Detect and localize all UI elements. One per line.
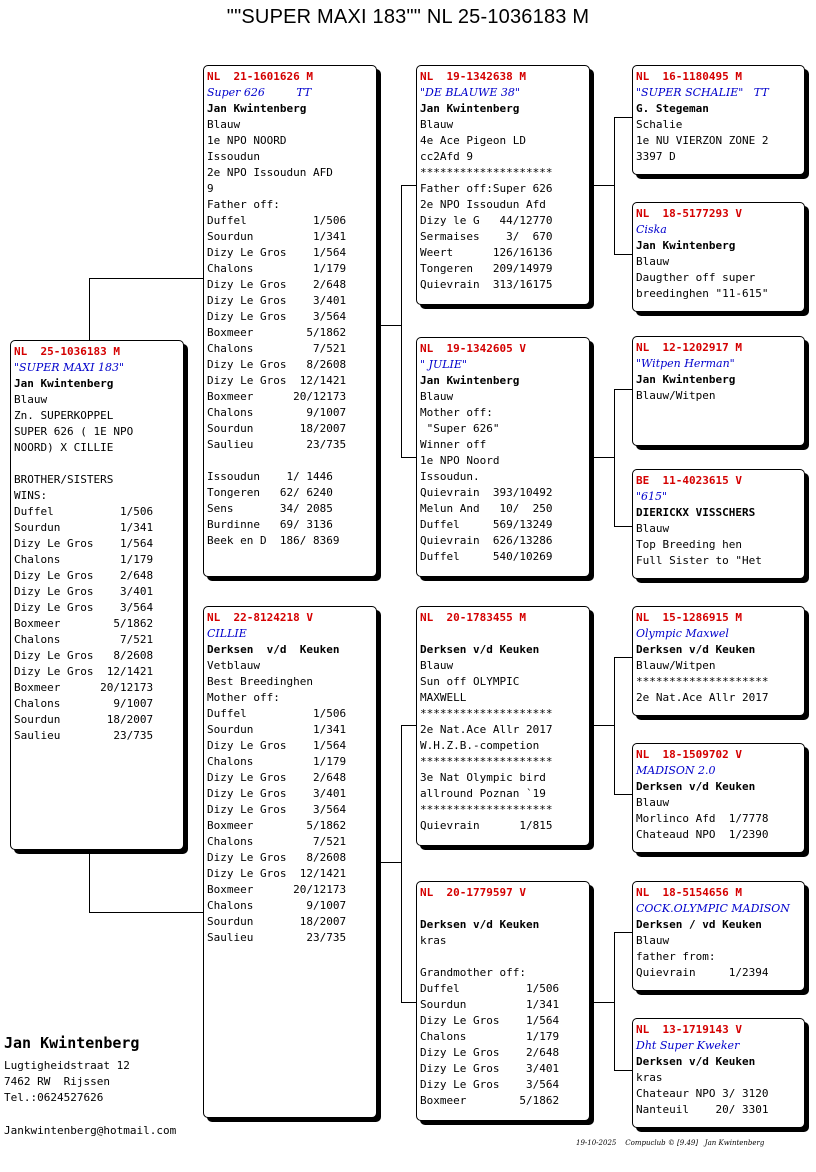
info-line: Sun off OLYMPIC	[420, 675, 520, 688]
connector-line	[590, 185, 614, 186]
info-line: Dizy Le Gros 3/564	[207, 310, 347, 323]
owner-name: Derksen / vd Keuken	[636, 918, 762, 931]
info-line: Blauw	[420, 390, 454, 403]
info-line: Boxmeer 20/12173	[14, 681, 154, 694]
info-line: SUPER 626 ( 1E NPO	[14, 425, 134, 438]
info-line: "Super 626"	[420, 422, 500, 435]
breeder-email[interactable]: Jankwintenberg@hotmail.com	[4, 1124, 177, 1137]
info-line: Dizy Le Gros 3/401	[420, 1062, 560, 1075]
ring-number: NL 21-1601626 M	[207, 70, 313, 83]
info-line: Dizy Le Gros 3/564	[420, 1078, 560, 1091]
owner-name: G. Stegeman	[636, 102, 709, 115]
info-line: Dizy Le Gros 1/564	[14, 537, 154, 550]
info-line: Dizy Le Gros 12/1421	[14, 665, 154, 678]
info-line: Dizy Le Gros 2/648	[420, 1046, 560, 1059]
info-line: BROTHER/SISTERS	[14, 473, 114, 486]
info-line: Zn. SUPERKOPPEL	[14, 409, 114, 422]
info-line: Weert 126/16136	[420, 246, 553, 259]
connector-line	[614, 932, 615, 1070]
info-line: Chalons 9/1007	[14, 697, 154, 710]
info-line: Dizy Le Gros 1/564	[207, 739, 347, 752]
ring-number: NL 18-5154656 M	[636, 886, 742, 899]
info-line: cc2Afd 9	[420, 150, 473, 163]
pigeon-name: Dht Super Kweker	[636, 1039, 740, 1052]
connector-line	[614, 117, 632, 118]
info-line: W.H.Z.B.-competion	[420, 739, 540, 752]
owner-name: Jan Kwintenberg	[207, 102, 307, 115]
info-line: Duffel 1/506	[207, 214, 347, 227]
info-line: Sourdun 18/2007	[14, 713, 154, 726]
info-line: Quievrain 1/815	[420, 819, 553, 832]
info-line: Daugther off super	[636, 271, 756, 284]
info-line: ********************	[636, 675, 769, 688]
connector-line	[614, 932, 632, 933]
ring-number: NL 15-1286915 M	[636, 611, 742, 624]
info-line: MAXWELL	[420, 691, 467, 704]
connector-line	[614, 117, 615, 254]
info-line: kras	[420, 934, 447, 947]
info-line: Sourdun 1/341	[207, 230, 347, 243]
info-line: Chalons 9/1007	[207, 406, 347, 419]
pigeon-card-dam-sire-dam	[632, 743, 805, 853]
info-line: 1e NPO NOORD	[207, 134, 287, 147]
info-line: Top Breeding hen	[636, 538, 742, 551]
info-line: Quievrain 313/16175	[420, 278, 553, 291]
info-line: Dizy le G 44/12770	[420, 214, 553, 227]
owner-name: Derksen v/d Keuken	[636, 643, 756, 656]
info-line: Blauw	[636, 796, 670, 809]
connector-line	[614, 657, 632, 658]
info-line: Mother off:	[207, 691, 280, 704]
info-line: allround Poznan `19	[420, 787, 546, 800]
connector-line	[590, 725, 614, 726]
info-line: Sourdun 18/2007	[207, 915, 347, 928]
info-line: 3e Nat Olympic bird	[420, 771, 546, 784]
ring-number: NL 25-1036183 M	[14, 345, 120, 358]
connector-line	[614, 657, 615, 794]
info-line: Dizy Le Gros 2/648	[14, 569, 154, 582]
pigeon-name: CILLIE	[207, 627, 247, 640]
info-line: Father off:	[207, 198, 280, 211]
info-line: Dizy Le Gros 3/401	[207, 294, 347, 307]
info-line: Dizy Le Gros 1/564	[420, 1014, 560, 1027]
info-line: Dizy Le Gros 12/1421	[207, 867, 347, 880]
connector-line	[590, 1002, 614, 1003]
pigeon-name	[420, 626, 586, 642]
ring-number: NL 19-1342605 V	[420, 342, 526, 355]
ring-number: NL 18-5177293 V	[636, 207, 742, 220]
info-line: Issoudun.	[420, 470, 480, 483]
connector-line	[614, 389, 632, 390]
owner-name: Jan Kwintenberg	[636, 373, 736, 386]
ring-number: NL 20-1783455 M	[420, 611, 526, 624]
ring-number: NL 19-1342638 M	[420, 70, 526, 83]
info-line: Vetblauw	[207, 659, 260, 672]
info-line: 3397 D	[636, 150, 676, 163]
info-line: Quievrain 393/10492	[420, 486, 553, 499]
breeder-city: 7462 RW Rijssen	[4, 1075, 110, 1088]
owner-name: Derksen v/d Keuken	[420, 643, 540, 656]
info-line: Saulieu 23/735	[207, 931, 347, 944]
info-line: Chalons 1/179	[420, 1030, 560, 1043]
ring-number: NL 20-1779597 V	[420, 886, 526, 899]
info-line: Burdinne 69/ 3136	[207, 518, 333, 531]
pigeon-card-dam-dam-dam	[632, 1018, 805, 1128]
pigeon-name: Ciska	[636, 223, 667, 236]
info-line: Duffel 1/506	[207, 707, 347, 720]
info-line: Chalons 7/521	[207, 835, 347, 848]
info-line: Chalons 1/179	[207, 262, 347, 275]
info-line: Nanteuil 20/ 3301	[636, 1103, 769, 1116]
info-line: Best Breedinghen	[207, 675, 313, 688]
info-line: Chalons 1/179	[14, 553, 154, 566]
owner-name: Derksen v/d Keuken	[636, 1055, 756, 1068]
pigeon-card-sire-sire-sire	[632, 65, 805, 175]
info-line: Father off:Super 626	[420, 182, 553, 195]
owner-name: Derksen v/d Keuken	[207, 643, 340, 656]
pigeon-name	[420, 901, 586, 917]
info-line: Mother off:	[420, 406, 493, 419]
footer-credit: 19-10-2025 Compuclub © [9.49] Jan Kwintenberg	[576, 1139, 765, 1147]
info-line: ********************	[420, 803, 553, 816]
info-line: Winner off	[420, 438, 487, 451]
info-line: Sens 34/ 2085	[207, 502, 333, 515]
info-line: Dizy Le Gros 3/401	[14, 585, 154, 598]
connector-line	[377, 325, 401, 326]
pigeon-card-sire-sire	[416, 65, 590, 305]
connector-line	[89, 278, 90, 340]
pigeon-card-dam-sire	[416, 606, 590, 846]
connector-line	[89, 912, 205, 913]
pigeon-card-sire-dam	[416, 337, 590, 577]
info-line: Chateaur NPO 3/ 3120	[636, 1087, 769, 1100]
info-line: Dizy Le Gros 8/2608	[207, 851, 347, 864]
info-line: Dizy Le Gros 2/648	[207, 771, 347, 784]
info-line: Blauw	[14, 393, 48, 406]
info-line: Duffel 569/13249	[420, 518, 553, 531]
owner-name: Jan Kwintenberg	[636, 239, 736, 252]
info-line: 9	[207, 182, 214, 195]
info-line: Blauw	[636, 522, 670, 535]
info-line	[207, 453, 373, 469]
breeder-name: Jan Kwintenberg	[4, 1034, 140, 1052]
owner-name: DIERICKX VISSCHERS	[636, 506, 756, 519]
info-line: Issoudun	[207, 150, 260, 163]
info-line: 4e Ace Pigeon LD	[420, 134, 526, 147]
info-line: Chalons 1/179	[207, 755, 347, 768]
pigeon-name: "SUPER MAXI 183"	[14, 361, 125, 374]
info-line: Dizy Le Gros 12/1421	[207, 374, 347, 387]
info-line: Tongeren 62/ 6240	[207, 486, 333, 499]
info-line: Blauw	[420, 118, 454, 131]
pigeon-card-sire	[203, 65, 377, 577]
pigeon-card-dam-dam	[416, 881, 590, 1121]
breeder-street: Lugtigheidstraat 12	[4, 1059, 130, 1072]
ring-number: BE 11-4023615 V	[636, 474, 742, 487]
info-line: Blauw/Witpen	[636, 389, 716, 402]
connector-line	[89, 278, 205, 279]
info-line: Dizy Le Gros 1/564	[207, 246, 347, 259]
info-line: Full Sister to "Het	[636, 554, 762, 567]
connector-line	[401, 725, 402, 1002]
pigeon-card-sire-dam-dam	[632, 469, 805, 579]
ring-number: NL 18-1509702 V	[636, 748, 742, 761]
info-line	[420, 949, 586, 965]
page-title: ""SUPER MAXI 183"" NL 25-1036183 M	[226, 6, 590, 28]
info-line: Issoudun 1/ 1446	[207, 470, 333, 483]
info-line: Chalons 7/521	[14, 633, 154, 646]
info-line: Melun And 10/ 250	[420, 502, 553, 515]
info-line: Dizy Le Gros 3/564	[207, 803, 347, 816]
connector-line	[401, 185, 402, 457]
info-line: Boxmeer 20/12173	[207, 883, 347, 896]
info-line: Sourdun 18/2007	[207, 422, 347, 435]
connector-line	[614, 254, 632, 255]
info-line: ********************	[420, 755, 553, 768]
owner-name: Jan Kwintenberg	[420, 374, 520, 387]
info-line: Dizy Le Gros 3/564	[14, 601, 154, 614]
owner-name: Derksen v/d Keuken	[636, 780, 756, 793]
info-line: ********************	[420, 707, 553, 720]
info-line: Schalie	[636, 118, 683, 131]
connector-line	[590, 457, 614, 458]
pigeon-name: "615"	[636, 490, 668, 503]
info-line: Saulieu 23/735	[14, 729, 154, 742]
pigeon-name: Olympic Maxwel	[636, 627, 729, 640]
info-line: Chalons 7/521	[207, 342, 347, 355]
info-line: Sourdun 1/341	[14, 521, 154, 534]
info-line: Chalons 9/1007	[207, 899, 347, 912]
ring-number: NL 16-1180495 M	[636, 70, 742, 83]
info-line: Beek en D 186/ 8369	[207, 534, 340, 547]
info-line: Dizy Le Gros 8/2608	[207, 358, 347, 371]
pigeon-card-dam	[203, 606, 377, 1118]
pigeon-card-dam-sire-sire	[632, 606, 805, 716]
info-line	[14, 456, 180, 472]
connector-line	[377, 862, 401, 863]
pigeon-card-sire-sire-dam	[632, 202, 805, 312]
info-line: Blauw	[636, 255, 670, 268]
pigeon-name: MADISON 2.0	[636, 764, 716, 777]
info-line: breedinghen "11-615"	[636, 287, 769, 300]
info-line: Boxmeer 5/1862	[207, 819, 347, 832]
info-line: Quievrain 1/2394	[636, 966, 769, 979]
info-line: Sermaises 3/ 670	[420, 230, 553, 243]
info-line: Boxmeer 5/1862	[420, 1094, 560, 1107]
info-line: Tongeren 209/14979	[420, 262, 553, 275]
info-line: Saulieu 23/735	[207, 438, 347, 451]
info-line: father from:	[636, 950, 716, 963]
connector-line	[614, 526, 632, 527]
pigeon-card-sire-dam-sire	[632, 336, 805, 446]
info-line: Sourdun 1/341	[420, 998, 560, 1011]
pigeon-card-subject	[10, 340, 184, 850]
pigeon-card-dam-dam-sire	[632, 881, 805, 991]
info-line: kras	[636, 1071, 663, 1084]
info-line: Duffel 540/10269	[420, 550, 553, 563]
info-line: WINS:	[14, 489, 48, 502]
info-line: Duffel 1/506	[420, 982, 560, 995]
pigeon-name: " JULIE"	[420, 358, 467, 371]
connector-line	[614, 1070, 632, 1071]
info-line: Boxmeer 5/1862	[14, 617, 154, 630]
info-line: Blauw/Witpen	[636, 659, 716, 672]
connector-line	[89, 850, 90, 912]
info-line: Grandmother off:	[420, 966, 526, 979]
info-line: 2e Nat.Ace Allr 2017	[636, 691, 769, 704]
info-line: Dizy Le Gros 8/2608	[14, 649, 154, 662]
info-line: Blauw	[420, 659, 454, 672]
info-line: Chateaud NPO 1/2390	[636, 828, 769, 841]
pigeon-name: "SUPER SCHALIE" TT	[636, 86, 769, 99]
ring-number: NL 13-1719143 V	[636, 1023, 742, 1036]
info-line: Quievrain 626/13286	[420, 534, 553, 547]
info-line: NOORD) X CILLIE	[14, 441, 114, 454]
info-line: Dizy Le Gros 3/401	[207, 787, 347, 800]
info-line: 1e NPO Noord	[420, 454, 500, 467]
ring-number: NL 22-8124218 V	[207, 611, 313, 624]
info-line: 2e NPO Issoudun AFD	[207, 166, 333, 179]
info-line: Dizy Le Gros 2/648	[207, 278, 347, 291]
info-line: ********************	[420, 166, 553, 179]
breeder-phone: Tel.:0624527626	[4, 1091, 104, 1104]
info-line: Blauw	[207, 118, 241, 131]
owner-name: Derksen v/d Keuken	[420, 918, 540, 931]
owner-name: Jan Kwintenberg	[420, 102, 520, 115]
pigeon-name: "Witpen Herman"	[636, 357, 735, 370]
connector-line	[614, 389, 615, 526]
ring-number: NL 12-1202917 M	[636, 341, 742, 354]
info-line: Sourdun 1/341	[207, 723, 347, 736]
info-line: 2e Nat.Ace Allr 2017	[420, 723, 553, 736]
info-line: Blauw	[636, 934, 670, 947]
pigeon-name: Super 626 TT	[207, 86, 312, 99]
info-line: Morlinco Afd 1/7778	[636, 812, 769, 825]
pigeon-name: "DE BLAUWE 38"	[420, 86, 520, 99]
info-line: Duffel 1/506	[14, 505, 154, 518]
info-line: 1e NU VIERZON ZONE 2	[636, 134, 769, 147]
info-line: Boxmeer 20/12173	[207, 390, 347, 403]
pigeon-name: COCK.OLYMPIC MADISON	[636, 902, 790, 915]
owner-name: Jan Kwintenberg	[14, 377, 114, 390]
info-line: 2e NPO Issoudun Afd	[420, 198, 546, 211]
info-line: Boxmeer 5/1862	[207, 326, 347, 339]
connector-line	[614, 794, 632, 795]
